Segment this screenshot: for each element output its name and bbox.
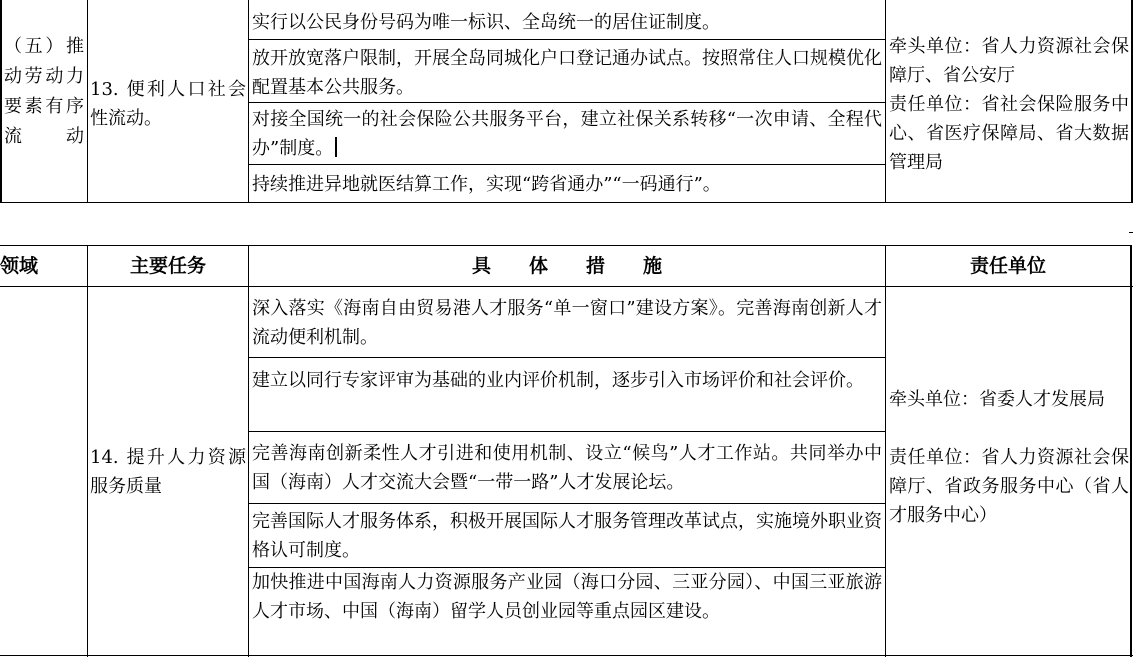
measure-item: 持续推进异地就医结算工作，实现“跨省通办”“一码通行”。 bbox=[252, 174, 721, 195]
responsible-units: 责任单位：省人力资源社会保障厅、省政务服务中心（省人才服务中心） bbox=[889, 447, 1129, 526]
responsible-lead: 牵头单位：省人力资源社会保障厅、省公安厅 bbox=[889, 36, 1129, 86]
table-border bbox=[248, 39, 886, 40]
measure-item: 实行以公民身份号码为唯一标识、全岛统一的居住证制度。 bbox=[252, 12, 720, 33]
measure-text: 对接全国统一的社会保险公共服务平台，建立社保关系转移“一次申请、全程代办”制度。 bbox=[252, 109, 882, 159]
measure-item: 放开放宽落户限制，开展全岛同城化户口登记通办试点。按照常住人口规模优化配置基本公共服务。 bbox=[252, 48, 882, 98]
measure-item: 建立以同行专家评审为基础的业内评价机制，逐步引入市场评价和社会评价。 bbox=[252, 370, 864, 391]
header-task: 主要任务 bbox=[129, 255, 206, 277]
responsible-lead: 牵头单位：省委人才发展局 bbox=[889, 389, 1105, 410]
measure-item: 完善国际人才服务体系，积极开展国际人才服务管理改革试点，实施境外职业资格认可制度。 bbox=[252, 511, 882, 561]
table-border bbox=[885, 245, 886, 657]
table-border bbox=[87, 0, 88, 203]
header-measures: 具 体 措 施 bbox=[471, 255, 662, 277]
table-border bbox=[248, 431, 886, 432]
responsible-units: 责任单位：省社会保险服务中心、省医疗保障局、省大数据管理局 bbox=[889, 94, 1129, 173]
table-border bbox=[248, 245, 249, 657]
table-border bbox=[0, 286, 1133, 287]
measure-item bbox=[252, 105, 882, 163]
table-border bbox=[248, 357, 886, 358]
table-border bbox=[248, 164, 886, 165]
table-border bbox=[1129, 232, 1133, 233]
table-border bbox=[1130, 245, 1132, 657]
table-border bbox=[0, 0, 2, 203]
measure-item: 加快推进中国海南人力资源服务产业园（海口分园、三亚分园）、中国三亚旅游人才市场、中国（海南）留学人员创业园等重点园区建设。 bbox=[252, 572, 882, 622]
header-field: 领域 bbox=[0, 255, 39, 277]
field-cell: （五）推动劳动力要素有序流动 bbox=[4, 36, 84, 147]
measure-item: 深入落实《海南自由贸易港人才服务“单一窗口”建设方案》。完善海南创新人才流动便利机制。 bbox=[252, 298, 882, 348]
table-border bbox=[0, 202, 1133, 203]
table-border bbox=[0, 655, 1133, 656]
text-cursor bbox=[335, 137, 337, 157]
measure-item: 完善海南创新柔性人才引进和使用机制、设立“候鸟”人才工作站。共同举办中国（海南）人才交流大会暨“一带一路”人才发展论坛。 bbox=[252, 443, 882, 493]
table-border bbox=[248, 503, 886, 504]
table-border bbox=[248, 102, 886, 103]
task-cell: 14. 提升人力资源服务质量 bbox=[90, 447, 246, 497]
table-border bbox=[87, 245, 88, 657]
header-responsible: 责任单位 bbox=[969, 255, 1046, 277]
task-cell: 13. 便利人口社会性流动。 bbox=[90, 79, 246, 129]
